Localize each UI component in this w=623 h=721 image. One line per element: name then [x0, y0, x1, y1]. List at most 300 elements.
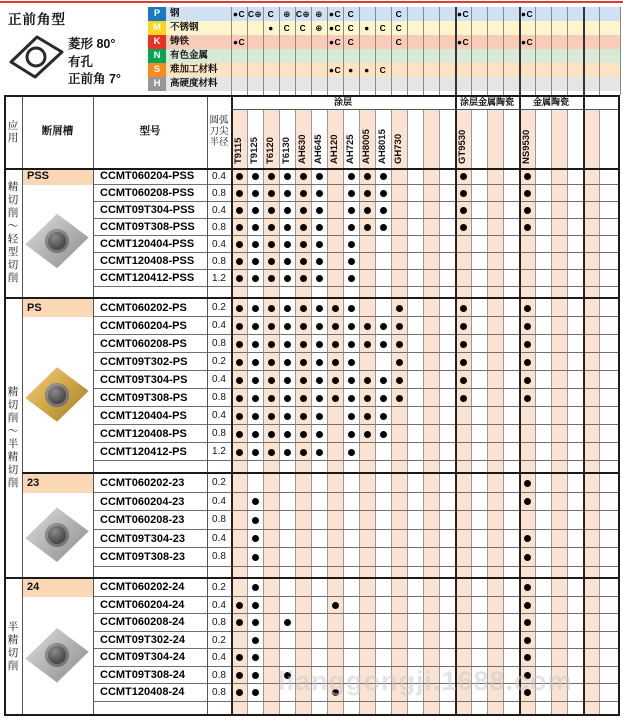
dot-marker	[316, 377, 323, 384]
grade-column-label: AH8015	[377, 129, 388, 164]
grid-line	[231, 109, 620, 110]
grade-suitability-mark: ●C	[456, 37, 470, 47]
dot-marker	[524, 224, 531, 231]
dot-marker	[236, 258, 243, 265]
chipbreaker-label: 24	[22, 579, 93, 597]
grade-suitability-mark: C	[395, 37, 403, 47]
radius-cell: 0.4	[212, 239, 226, 250]
dot-marker	[284, 395, 291, 402]
radius-cell: 0.4	[212, 652, 226, 663]
table-border	[4, 95, 620, 97]
grid-line	[343, 109, 344, 714]
dot-marker	[364, 207, 371, 214]
dot-marker	[396, 323, 403, 330]
dot-marker	[236, 449, 243, 456]
dot-marker	[300, 395, 307, 402]
dot-marker	[268, 207, 275, 214]
grid-line	[535, 109, 536, 714]
row-divider	[93, 388, 620, 389]
dot-marker	[284, 377, 291, 384]
dot-marker	[316, 224, 323, 231]
grade-suitability-mark: ⊕	[315, 23, 323, 33]
grid-line	[455, 7, 457, 95]
dot-marker	[348, 377, 355, 384]
dot-marker	[284, 258, 291, 265]
dot-marker	[236, 224, 243, 231]
model-cell: CCMT09T304-23	[100, 532, 185, 545]
material-name: 高硬度材料	[170, 78, 218, 89]
dot-marker	[236, 241, 243, 248]
dot-marker	[268, 359, 275, 366]
dot-marker	[316, 449, 323, 456]
dot-marker	[396, 341, 403, 348]
dot-marker	[332, 305, 339, 312]
model-cell: CCMT120404-PS	[100, 410, 187, 422]
grade-suitability-mark: C	[283, 23, 291, 33]
dot-marker	[396, 395, 403, 402]
dot-marker	[284, 619, 291, 626]
dot-marker	[396, 377, 403, 384]
dot-marker	[460, 395, 467, 402]
grid-line	[311, 7, 312, 95]
dot-marker	[524, 395, 531, 402]
grade-column-label: T9115	[233, 137, 244, 164]
grade-suitability-mark: C	[395, 23, 403, 33]
model-cell: CCMT09T304-24	[100, 651, 185, 663]
dot-marker	[524, 377, 531, 384]
grid-line	[455, 95, 457, 716]
dot-marker	[348, 207, 355, 214]
dot-marker	[332, 323, 339, 330]
dot-marker	[268, 173, 275, 180]
grid-line	[375, 7, 376, 95]
row-divider	[93, 184, 620, 185]
grid-line	[247, 109, 248, 714]
dot-marker	[252, 535, 259, 542]
model-cell: CCMT060202-PS	[100, 302, 187, 314]
dot-marker	[524, 359, 531, 366]
dot-marker	[524, 637, 531, 644]
dot-marker	[300, 413, 307, 420]
radius-cell: 0.4	[212, 205, 226, 216]
material-name: 不锈钢	[170, 22, 199, 33]
dot-marker	[460, 305, 467, 312]
row-divider	[93, 286, 620, 287]
grade-column-label: AH120	[329, 134, 340, 164]
grade-column-label: AH725	[345, 134, 356, 164]
dot-marker	[524, 602, 531, 609]
insert-hole	[45, 229, 69, 253]
dot-marker	[252, 173, 259, 180]
grid-line	[503, 7, 504, 95]
material-name: 难加工材料	[170, 64, 218, 75]
grid-line	[423, 109, 424, 714]
radius-cell: 1.2	[212, 446, 226, 457]
row-divider	[93, 566, 620, 567]
dot-marker	[524, 341, 531, 348]
dot-marker	[300, 377, 307, 384]
row-divider	[93, 406, 620, 407]
dot-marker	[316, 395, 323, 402]
material-class-badge: H	[148, 77, 166, 91]
radius-cell: 0.2	[212, 302, 226, 313]
dot-marker	[252, 190, 259, 197]
radius-cell: 0.8	[212, 188, 226, 199]
dot-marker	[252, 305, 259, 312]
dot-marker	[380, 224, 387, 231]
dot-marker	[268, 341, 275, 348]
dot-marker	[316, 190, 323, 197]
grade-suitability-mark: ●C	[232, 37, 246, 47]
model-cell: CCMT09T304-PS	[100, 374, 188, 386]
dot-marker	[348, 431, 355, 438]
dot-marker	[252, 258, 259, 265]
row-divider	[93, 529, 620, 530]
dot-marker	[236, 275, 243, 282]
dot-marker	[332, 341, 339, 348]
material-class-badge: M	[148, 21, 166, 35]
dot-marker	[300, 190, 307, 197]
grid-line	[359, 109, 360, 714]
grade-suitability-mark: ●	[364, 65, 370, 75]
grid-line	[279, 109, 280, 714]
dot-marker	[284, 173, 291, 180]
dot-marker	[252, 619, 259, 626]
dot-marker	[236, 413, 243, 420]
dot-marker	[300, 224, 307, 231]
material-class-badge: S	[148, 63, 166, 77]
dot-marker	[252, 637, 259, 644]
grid-line	[263, 7, 264, 95]
grade-suitability-mark: ●	[268, 23, 274, 33]
dot-marker	[268, 377, 275, 384]
material-class-badge: K	[148, 35, 166, 49]
dot-marker	[268, 413, 275, 420]
dot-marker	[380, 413, 387, 420]
top-accent-line	[0, 1, 623, 3]
grade-column-label: AH630	[297, 134, 308, 164]
dot-marker	[236, 395, 243, 402]
grid-line	[279, 7, 280, 95]
model-cell: CCMT060202-23	[100, 477, 185, 489]
dot-marker	[316, 359, 323, 366]
dot-marker	[300, 258, 307, 265]
dot-marker	[348, 173, 355, 180]
row-divider	[93, 701, 620, 702]
dot-marker	[268, 305, 275, 312]
grade-suitability-mark: C	[379, 23, 387, 33]
table-border	[4, 714, 620, 716]
dot-marker	[316, 323, 323, 330]
dot-marker	[252, 602, 259, 609]
dot-marker	[252, 431, 259, 438]
dot-marker	[364, 190, 371, 197]
dot-marker	[252, 275, 259, 282]
grid-line	[311, 109, 312, 714]
dot-marker	[380, 207, 387, 214]
dot-marker	[524, 554, 531, 561]
material-class-badge: N	[148, 49, 166, 63]
dot-marker	[252, 207, 259, 214]
table-border	[618, 95, 620, 716]
dot-marker	[348, 395, 355, 402]
grade-suitability-mark: ●C	[232, 9, 246, 19]
radius-cell: 0.2	[212, 356, 226, 367]
radius-cell: 0.8	[212, 669, 226, 681]
dot-marker	[316, 275, 323, 282]
row-divider	[93, 424, 620, 425]
dot-marker	[300, 173, 307, 180]
dot-marker	[348, 449, 355, 456]
dot-marker	[284, 341, 291, 348]
spec-shape: 菱形 80°	[68, 37, 116, 51]
radius-cell: 0.4	[212, 532, 226, 544]
dot-marker	[524, 654, 531, 661]
dot-marker	[460, 323, 467, 330]
application-cell: 半精切削	[7, 620, 19, 672]
row-divider	[93, 510, 620, 511]
model-cell: CCMT060204-PS	[100, 320, 187, 332]
application-cell: 精切削～轻型切削	[7, 180, 19, 284]
insert-spec	[68, 36, 121, 89]
dot-marker	[396, 359, 403, 366]
grade-suitability-mark: C	[379, 65, 387, 75]
dot-marker	[252, 377, 259, 384]
grade-column-label: AH8005	[361, 129, 372, 164]
grade-suitability-mark: ●C	[520, 9, 534, 19]
dot-marker	[252, 341, 259, 348]
dot-marker	[236, 323, 243, 330]
model-cell: CCMT120408-PSS	[100, 255, 195, 267]
dot-marker	[380, 323, 387, 330]
dot-marker	[348, 224, 355, 231]
radius-cell: 0.8	[212, 392, 226, 403]
dot-marker	[252, 323, 259, 330]
grade-column-label: T6130	[281, 137, 292, 164]
dot-marker	[460, 377, 467, 384]
grade-suitability-mark: C	[267, 9, 275, 19]
radius-cell: 0.8	[212, 222, 226, 233]
dot-marker	[268, 224, 275, 231]
dot-marker	[300, 323, 307, 330]
dot-marker	[348, 258, 355, 265]
dot-marker	[348, 359, 355, 366]
grid-line	[407, 7, 408, 95]
grid-line	[343, 7, 344, 95]
dot-marker	[460, 341, 467, 348]
model-cell: CCMT09T308-PS	[100, 392, 188, 404]
grid-line	[471, 109, 472, 714]
dot-marker	[284, 323, 291, 330]
dot-marker	[236, 689, 243, 696]
row-divider	[93, 370, 620, 371]
grade-suitability-mark: ●C	[456, 9, 470, 19]
dot-marker	[284, 190, 291, 197]
model-cell: CCMT060204-PSS	[100, 170, 195, 182]
table-border	[4, 95, 6, 716]
radius-cell: 0.4	[212, 410, 226, 421]
dot-marker	[460, 224, 467, 231]
dot-marker	[316, 207, 323, 214]
header-application: 应用	[7, 119, 19, 144]
insert-hole	[45, 383, 69, 407]
radius-cell: 0.4	[212, 599, 226, 611]
application-cell: 精切削～半精切削	[7, 386, 19, 489]
grade-suitability-mark: ●C	[328, 37, 342, 47]
section-border	[4, 577, 620, 579]
dot-marker	[284, 413, 291, 420]
dot-marker	[316, 431, 323, 438]
watermark: lianggongji.1688.com	[278, 666, 573, 696]
row-divider	[93, 235, 620, 236]
radius-cell: 0.4	[212, 374, 226, 385]
dot-marker	[284, 207, 291, 214]
radius-cell: 0.8	[212, 551, 226, 562]
dot-marker	[284, 431, 291, 438]
radius-cell: 0.4	[212, 320, 226, 331]
grade-column-label: T9125	[249, 137, 260, 164]
dot-marker	[252, 359, 259, 366]
grid-line	[487, 7, 488, 95]
dot-marker	[380, 395, 387, 402]
dot-marker	[252, 517, 259, 524]
dot-marker	[252, 498, 259, 505]
dot-marker	[332, 359, 339, 366]
dot-marker	[236, 190, 243, 197]
grade-column-label: NS9530	[521, 129, 532, 164]
chipbreaker-label: PS	[22, 299, 93, 317]
dot-marker	[300, 359, 307, 366]
dot-marker	[284, 241, 291, 248]
grade-suitability-mark: C	[347, 9, 355, 19]
dot-marker	[524, 535, 531, 542]
model-cell: CCMT060204-24	[100, 598, 185, 611]
dot-marker	[332, 395, 339, 402]
grade-suitability-mark: C⊕	[295, 9, 311, 19]
dot-marker	[348, 275, 355, 282]
radius-cell: 0.8	[212, 687, 226, 698]
row-divider	[93, 492, 620, 493]
grade-column-label: GT9530	[457, 129, 468, 164]
dot-marker	[252, 241, 259, 248]
row-divider	[93, 269, 620, 270]
dot-marker	[252, 584, 259, 591]
dot-marker	[236, 431, 243, 438]
grid-line	[423, 7, 424, 95]
dot-marker	[252, 413, 259, 420]
grid-line	[359, 7, 360, 95]
grid-line	[503, 109, 504, 714]
grid-line	[439, 109, 440, 714]
dot-marker	[460, 173, 467, 180]
section-border	[4, 297, 620, 299]
model-cell: CCMT060204-23	[100, 495, 185, 508]
grade-column-label: AH645	[313, 134, 324, 164]
model-cell: CCMT120412-PS	[100, 446, 187, 458]
model-cell: CCMT060208-PS	[100, 338, 187, 350]
dot-marker	[460, 207, 467, 214]
grade-column-label: GH730	[393, 133, 404, 164]
model-cell: CCMT120408-PS	[100, 428, 187, 440]
grid-line	[375, 109, 376, 714]
radius-cell: 0.8	[212, 514, 226, 525]
spec-hole: 有孔	[68, 54, 94, 69]
dot-marker	[332, 377, 339, 384]
dot-marker	[348, 341, 355, 348]
dot-marker	[236, 377, 243, 384]
dot-marker	[460, 359, 467, 366]
dot-marker	[380, 431, 387, 438]
dot-marker	[364, 341, 371, 348]
insert-hole	[45, 523, 69, 547]
grade-group-header: 金属陶瓷	[532, 97, 569, 107]
radius-cell: 0.8	[212, 338, 226, 349]
dot-marker	[268, 323, 275, 330]
model-cell: CCMT060202-24	[100, 581, 185, 593]
dot-marker	[300, 241, 307, 248]
dot-marker	[252, 689, 259, 696]
dot-marker	[380, 377, 387, 384]
material-class-badge: P	[148, 7, 166, 21]
dot-marker	[364, 395, 371, 402]
grid-line	[583, 95, 585, 716]
grid-line	[567, 109, 568, 714]
grade-column-label: T6120	[265, 137, 276, 164]
dot-marker	[316, 241, 323, 248]
grade-suitability-mark: ●C	[520, 37, 534, 47]
grid-line	[567, 7, 568, 95]
model-cell: CCMT09T302-24	[100, 633, 185, 646]
grade-group-header	[583, 95, 620, 109]
dot-marker	[236, 359, 243, 366]
dot-marker	[364, 323, 371, 330]
row-divider	[93, 252, 620, 253]
dot-marker	[524, 207, 531, 214]
page-title: 正前角型	[8, 12, 66, 27]
dot-marker	[524, 498, 531, 505]
model-cell: CCMT120408-24	[100, 686, 185, 698]
section-border	[22, 472, 620, 474]
row-divider	[93, 596, 620, 597]
dot-marker	[284, 449, 291, 456]
dot-marker	[364, 431, 371, 438]
dot-marker	[524, 173, 531, 180]
dot-marker	[380, 173, 387, 180]
row-divider	[93, 316, 620, 317]
grade-suitability-mark: C	[395, 9, 403, 19]
row-divider	[93, 547, 620, 548]
dot-marker	[268, 241, 275, 248]
dot-marker	[236, 341, 243, 348]
dot-marker	[364, 413, 371, 420]
chipbreaker-label: PSS	[22, 168, 93, 185]
radius-cell: 0.4	[212, 171, 226, 182]
dot-marker	[268, 275, 275, 282]
grid-line	[583, 7, 585, 95]
radius-cell: 0.2	[212, 582, 226, 593]
model-cell: CCMT09T308-23	[100, 551, 185, 563]
radius-cell: 1.2	[212, 273, 226, 284]
grade-suitability-mark: C⊕	[247, 9, 263, 19]
dot-marker	[236, 173, 243, 180]
dot-marker	[300, 275, 307, 282]
spec-rake: 正前角 7°	[68, 72, 121, 86]
dot-marker	[348, 413, 355, 420]
header-chipbreaker: 断屑槽	[41, 125, 74, 137]
model-cell: CCMT060208-PSS	[100, 187, 195, 199]
header-model: 型号	[139, 125, 161, 137]
grid-line	[327, 7, 328, 95]
